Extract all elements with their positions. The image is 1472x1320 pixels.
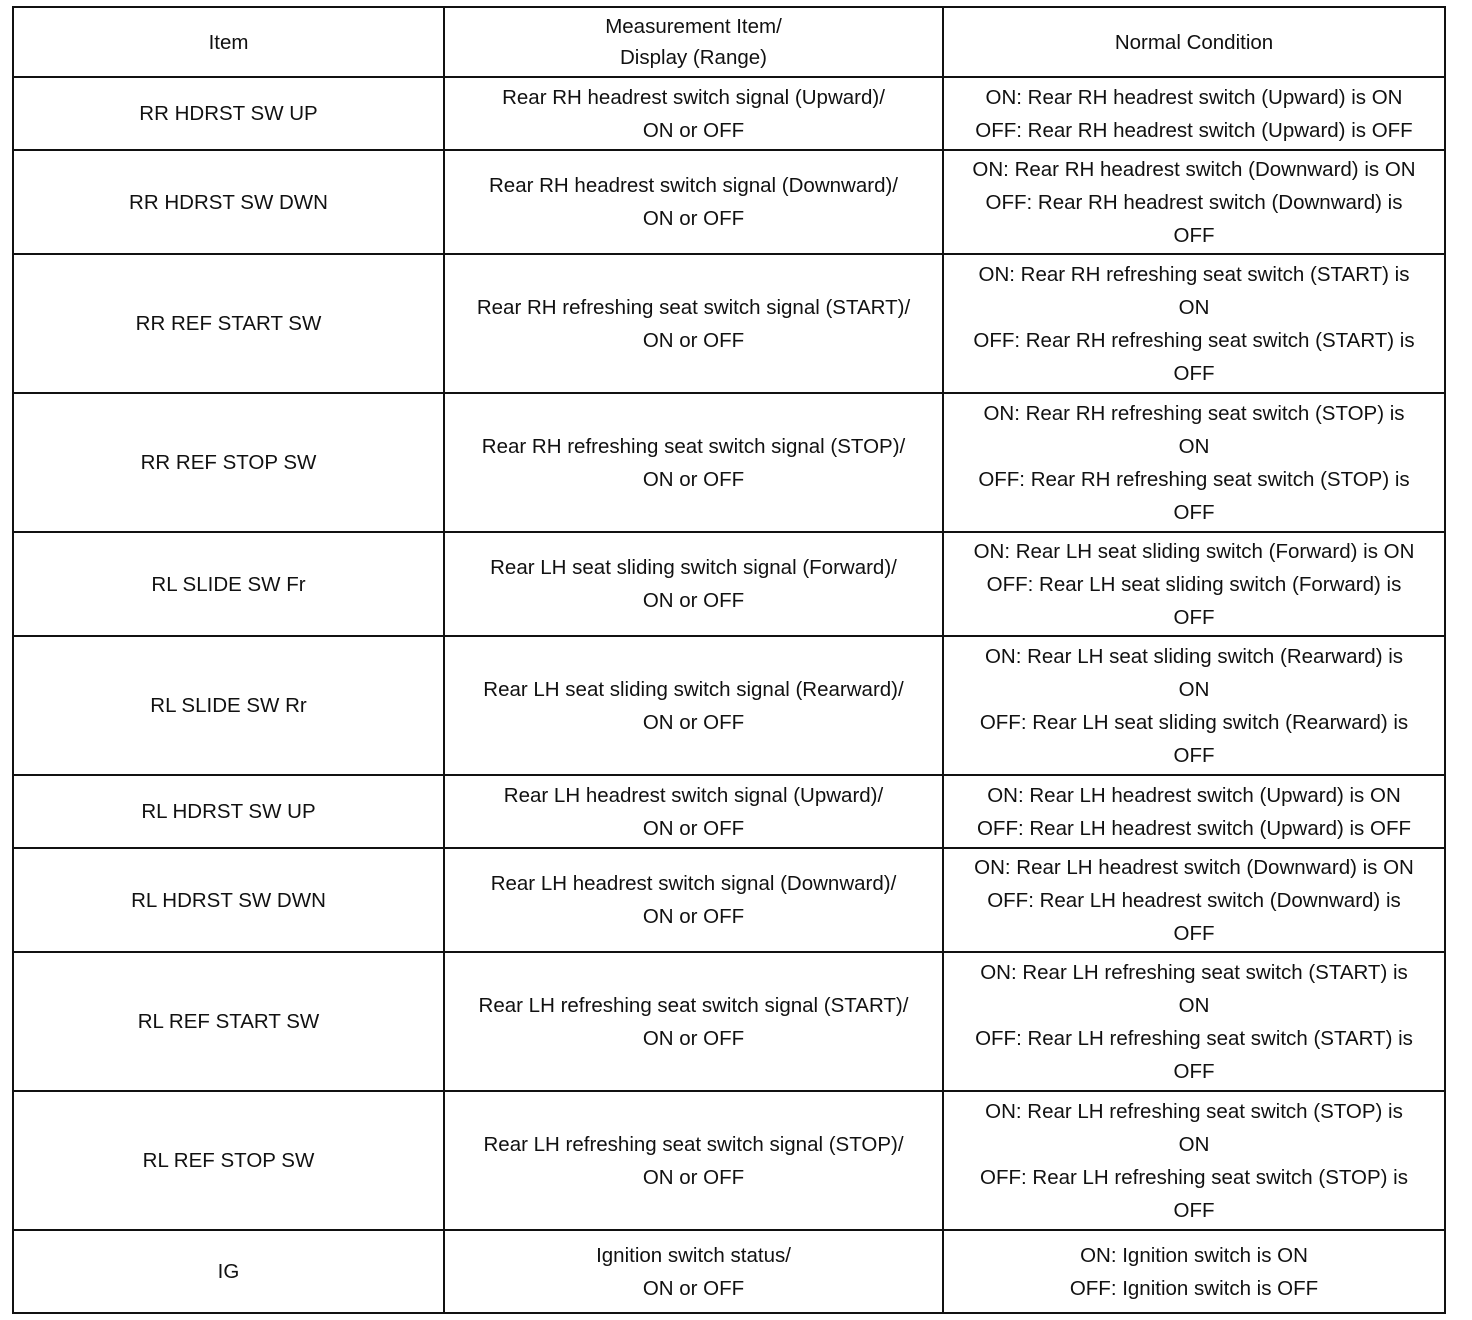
table-row [13,150,1445,254]
item-cell: RR HDRST SW UP [13,77,444,150]
measurement-line: ON or OFF [642,1026,745,1050]
normal-condition-line: OFF [1173,743,1215,767]
data-monitor-table [12,6,1446,1314]
measurement-line: ON or OFF [642,1276,745,1300]
item-cell: RL SLIDE SW Rr [13,636,444,775]
header-normal-condition: Normal Condition [943,7,1445,77]
normal-condition-cell [943,1230,1445,1313]
table-row [13,77,1445,150]
measurement-line: ON or OFF [642,118,745,142]
normal-condition-line: OFF: Ignition switch is OFF [1069,1276,1319,1300]
table-row [13,1091,1445,1230]
measurement-line: Rear RH headrest switch signal (Downward)/ [488,174,898,197]
normal-condition-line: ON: Rear RH refreshing seat switch (STOP) is [983,401,1405,425]
item-cell: IG [13,1230,444,1313]
item-cell: RL REF START SW [13,952,444,1091]
measurement-cell [444,393,943,532]
measurement-line: Rear RH headrest switch signal (Upward)/ [502,85,885,109]
measurement-cell [444,952,943,1091]
measurement-cell [444,1091,943,1230]
normal-condition-line: ON: Rear RH headrest switch (Downward) is ON [972,157,1416,181]
normal-condition-cell [943,254,1445,393]
normal-condition-line: OFF: Rear LH seat sliding switch (Rearward) is [979,710,1409,734]
normal-condition-line: OFF: Rear LH seat sliding switch (Forward) is [986,572,1402,596]
normal-condition-line: ON: Rear LH headrest switch (Upward) is ON [987,783,1401,807]
measurement-line: Ignition switch status/ [596,1243,791,1267]
measurement-line: Rear LH refreshing seat switch signal (STOP)/ [483,1132,904,1156]
normal-condition-line: OFF [1173,500,1215,524]
normal-condition-line: OFF: Rear RH headrest switch (Downward) is [985,190,1403,214]
table-row [13,532,1445,636]
table-row [13,393,1445,532]
normal-condition-line: OFF [1173,921,1215,945]
normal-condition-line: ON: Rear LH seat sliding switch (Rearward) is [984,644,1404,668]
measurement-line: ON or OFF [642,1165,745,1189]
normal-condition-line: ON: Rear LH seat sliding switch (Forward) is ON [973,539,1415,563]
measurement-line: Rear RH refreshing seat switch signal (STOP)/ [481,434,906,458]
normal-condition-line: ON: Rear RH headrest switch (Upward) is ON [985,85,1403,109]
normal-condition-cell [943,775,1445,848]
normal-condition-line: ON: Rear LH refreshing seat switch (STOP) is [985,1099,1403,1123]
normal-condition-cell [943,532,1445,636]
normal-condition-line: OFF [1173,223,1215,247]
item-cell: RR REF STOP SW [13,393,444,532]
measurement-line: ON or OFF [642,589,745,612]
measurement-cell [444,254,943,393]
header-item: Item [13,7,444,77]
measurement-cell [444,1230,943,1313]
measurement-line: Rear RH refreshing seat switch signal (START)/ [476,295,911,319]
measurement-cell [444,532,943,636]
normal-condition-line: OFF: Rear RH headrest switch (Upward) is OFF [975,118,1413,142]
measurement-line: ON or OFF [642,207,745,230]
measurement-line: Rear LH headrest switch signal (Downward)/ [490,872,897,895]
measurement-line: Rear LH seat sliding switch signal (Rearward)/ [483,677,904,701]
normal-condition-line: ON: Rear RH refreshing seat switch (START) is [978,262,1410,286]
header-measurement [444,7,943,77]
measurement-line: ON or OFF [642,467,745,491]
measurement-line: Rear LH seat sliding switch signal (Forward)/ [490,556,897,579]
measurement-cell [444,150,943,254]
item-cell: RL SLIDE SW Fr [13,532,444,636]
normal-condition-cell [943,848,1445,952]
normal-condition-line: ON [1178,1132,1210,1156]
normal-condition-cell [943,636,1445,775]
measurement-cell [444,848,943,952]
normal-condition-line: ON: Ignition switch is ON [1080,1243,1308,1267]
normal-condition-line: OFF [1173,605,1215,629]
normal-condition-line: OFF: Rear RH refreshing seat switch (START) is [973,328,1415,352]
normal-condition-line: OFF: Rear LH refreshing seat switch (STOP) is [980,1165,1408,1189]
normal-condition-line: ON [1178,993,1210,1017]
table-row [13,775,1445,848]
normal-condition-line: OFF: Rear LH headrest switch (Upward) is OFF [976,816,1411,840]
measurement-line: Rear LH refreshing seat switch signal (START)/ [478,993,909,1017]
normal-condition-line: ON: Rear LH refreshing seat switch (START) is [980,960,1408,984]
normal-condition-line: ON [1178,295,1210,319]
table-row [13,1230,1445,1313]
item-cell: RL REF STOP SW [13,1091,444,1230]
item-cell: RL HDRST SW UP [13,775,444,848]
normal-condition-line: ON: Rear LH headrest switch (Downward) is ON [974,855,1414,879]
measurement-cell [444,775,943,848]
item-cell: RR HDRST SW DWN [13,150,444,254]
table-row [13,636,1445,775]
normal-condition-cell [943,77,1445,150]
measurement-line: Rear LH headrest switch signal (Upward)/ [503,783,884,807]
normal-condition-line: OFF: Rear LH refreshing seat switch (START) is [975,1026,1413,1050]
measurement-line: ON or OFF [642,816,745,840]
table-row [13,952,1445,1091]
item-cell: RL HDRST SW DWN [13,848,444,952]
table-row [13,848,1445,952]
measurement-line: ON or OFF [642,328,745,352]
measurement-line: ON or OFF [642,905,745,928]
table-body [13,77,1445,1313]
normal-condition-cell [943,150,1445,254]
normal-condition-line: OFF: Rear RH refreshing seat switch (STOP) is [978,467,1410,491]
table-row [13,254,1445,393]
normal-condition-cell [943,393,1445,532]
normal-condition-line: OFF [1173,1059,1215,1083]
header-measurement-line: Display (Range) [620,46,767,69]
header-measurement-line: Measurement Item/ [605,15,782,38]
measurement-cell [444,636,943,775]
normal-condition-line: OFF: Rear LH headrest switch (Downward) is [987,888,1401,912]
header-row [13,7,1445,77]
normal-condition-line: OFF [1173,1198,1215,1222]
normal-condition-cell [943,1091,1445,1230]
measurement-cell [444,77,943,150]
normal-condition-line: OFF [1173,361,1215,385]
normal-condition-line: ON [1178,677,1210,701]
item-cell: RR REF START SW [13,254,444,393]
normal-condition-cell [943,952,1445,1091]
measurement-line: ON or OFF [642,710,745,734]
normal-condition-line: ON [1178,434,1210,458]
